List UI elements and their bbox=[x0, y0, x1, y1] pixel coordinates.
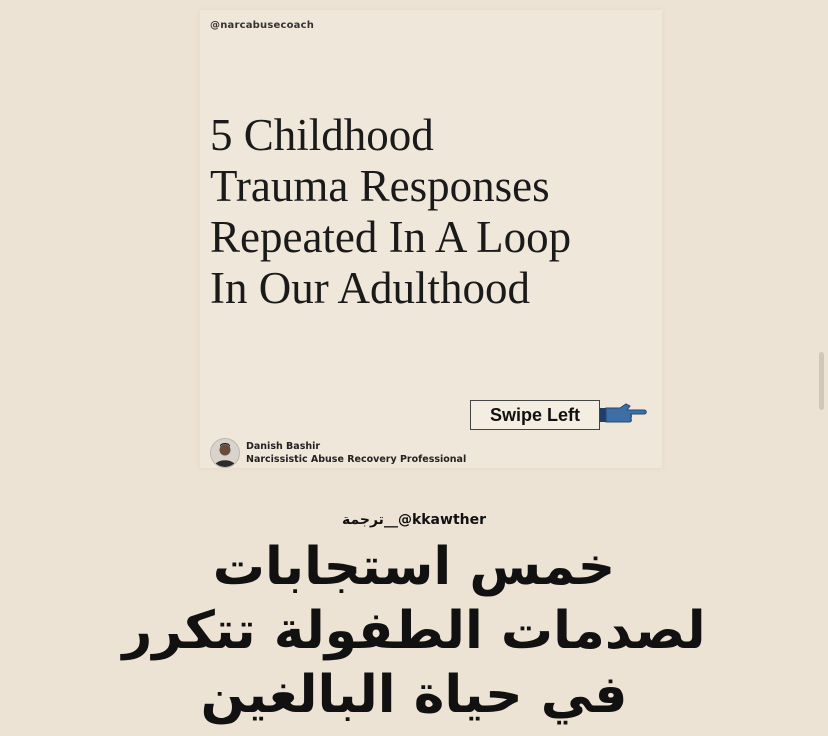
arabic-title bbox=[0, 535, 828, 727]
arabic-title-line: خمس استجابات bbox=[212, 537, 616, 597]
avatar bbox=[210, 438, 240, 468]
title-line: Repeated In A Loop bbox=[210, 212, 572, 262]
swipe-left-label: Swipe Left bbox=[489, 404, 580, 425]
title-line: Trauma Responses bbox=[210, 161, 550, 211]
arabic-title-line: في حياة البالغين bbox=[200, 665, 628, 725]
post-title bbox=[210, 110, 650, 314]
swipe-left-button[interactable] bbox=[470, 400, 600, 430]
scrollbar[interactable] bbox=[819, 352, 824, 410]
account-handle: @narcabusecoach bbox=[210, 20, 315, 31]
pointing-hand-icon bbox=[600, 398, 648, 430]
post-image-card bbox=[200, 10, 662, 468]
arabic-title-line: لصدمات الطفولة تتكرر bbox=[122, 601, 706, 661]
title-line: In Our Adulthood bbox=[210, 263, 530, 313]
author-role: Narcissistic Abuse Recovery Professional bbox=[246, 454, 467, 465]
author-name: Danish Bashir bbox=[246, 441, 321, 452]
author-info bbox=[210, 438, 466, 468]
title-line: 5 Childhood bbox=[210, 110, 434, 160]
translation-credit: ترجمة__@kkawther bbox=[342, 512, 486, 528]
